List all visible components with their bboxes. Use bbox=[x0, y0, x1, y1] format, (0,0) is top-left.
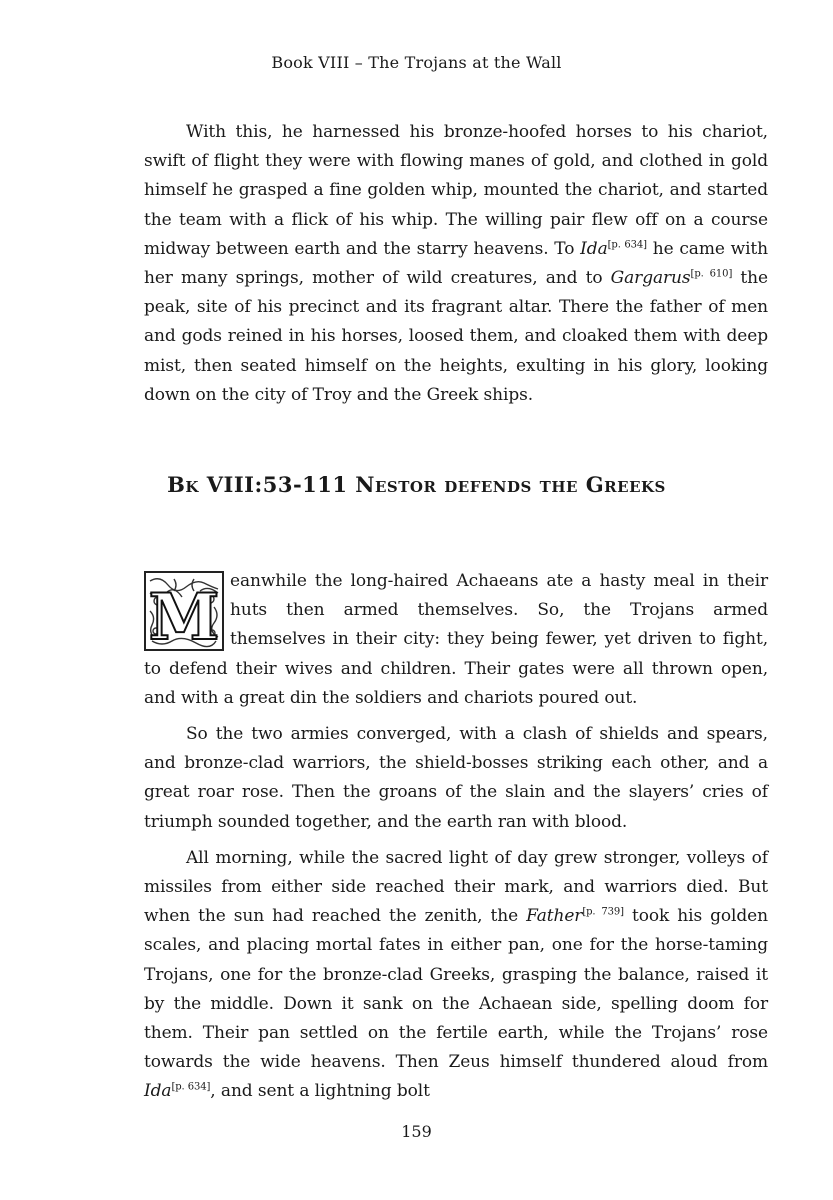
section-two bbox=[144, 567, 768, 1114]
paragraph: M eanwhile the long-haired Achaeans ate a hasty meal in their huts then armed themselves. So, the Trojans armed themselves in their city: they being fewer, yet driven to fight, to defend their wives and children. Their gates were all thrown open, and with a great din the soldiers and chariots poured out. bbox=[144, 571, 768, 708]
page-reference-link[interactable]: [p. 634] bbox=[171, 1081, 211, 1093]
page-number: 159 bbox=[401, 1122, 432, 1141]
running-header: Book VIII – The Trojans at the Wall bbox=[271, 53, 562, 72]
section-heading: Bk VIII:53-111 Nestor defends the Greeks bbox=[167, 472, 666, 497]
drop-cap-ornament bbox=[144, 571, 224, 651]
paragraph: All morning, while the sacred light of day grew stronger, volleys of missiles from either side reached their mark, and warriors died. But when the sun had reached the zenith, the Father[p. 739] took his golden scales, and placing mortal fates in either pan, one for the horse-taming Trojans, one for the bronze-clad Greeks, grasping the balance, raised it by the middle. Down it sank on the Achaean side, spelling doom for them. Their pan settled on the fertile earth, while the Trojans’ rose towards the wide heavens. Then Zeus himself thundered aloud from Ida[p. 634], and sent a lightning bolt bbox=[144, 847, 768, 1102]
page-reference-link[interactable]: [p. 610] bbox=[690, 268, 733, 280]
page-reference-link[interactable]: [p. 739] bbox=[582, 906, 624, 918]
page-reference-link[interactable]: [p. 634] bbox=[607, 239, 647, 251]
place-name-gargarus: Gargarus bbox=[610, 268, 691, 289]
place-name-ida: Ida bbox=[580, 238, 608, 259]
svg-text:M: M bbox=[148, 580, 220, 651]
name-father: Father bbox=[526, 906, 583, 927]
place-name-ida: Ida bbox=[144, 1081, 172, 1102]
paragraph: With this, he harnessed his bronze-hoofed horses to his chariot, swift of flight they were with flowing manes of gold, and clothed in gold himself he grasped a fine golden whip, mounted the chariot, and started the team with a flick of his whip. The willing pair flew off on a course midway between earth and the starry heavens. To Ida[p. 634] he came with her many springs, mother of wild creatures, and to Gargarus[p. 610] the peak, site of his precinct and its fragrant altar. There the father of men and gods reined in his horses, loosed them, and cloaked them with deep mist, then seated himself on the heights, exulting in his glory, looking down on the city of Troy and the Greek ships. bbox=[144, 122, 768, 405]
section-one bbox=[144, 118, 768, 410]
paragraph: So the two armies converged, with a clash of shields and spears, and bronze-clad warriors, the shield-bosses striking each other, and a great roar rose. Then the groans of the slain and the slayers’ cries of triumph sounded together, and the earth ran with blood. bbox=[144, 724, 768, 832]
